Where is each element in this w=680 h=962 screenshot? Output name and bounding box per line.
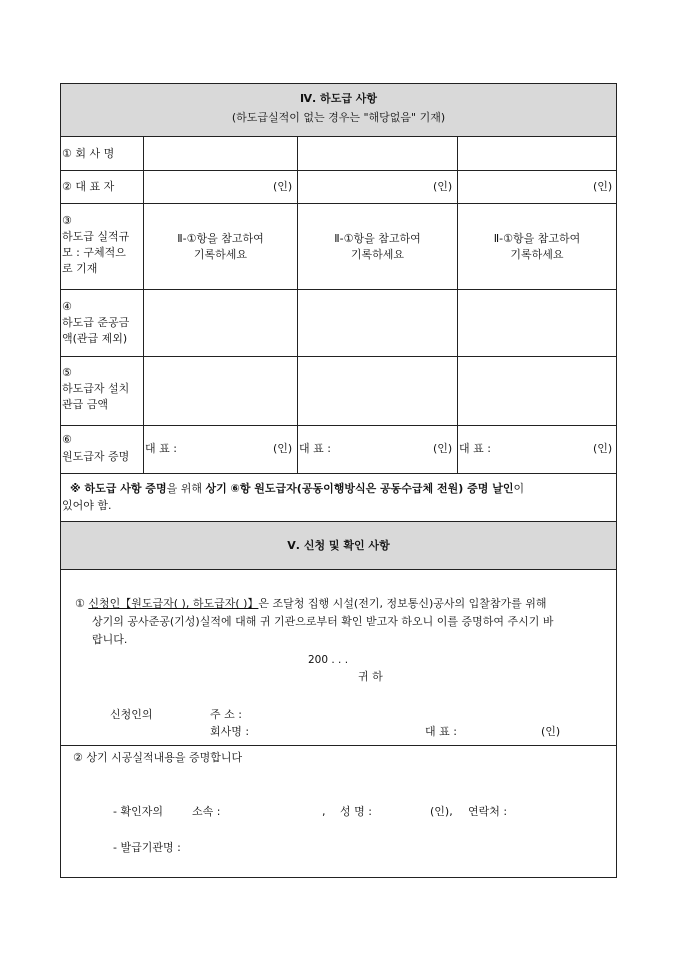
contact-label: 연락처 : — [468, 805, 508, 818]
reference-note: Ⅱ-①항을 참고하여 — [493, 232, 581, 245]
rep-label: 대 표 : — [145, 442, 177, 455]
frame-top — [60, 83, 617, 84]
section5-title: Ⅴ. 신청 및 확인 사항 — [287, 539, 390, 552]
application-statement-line3: 랍니다. — [92, 633, 128, 646]
section4-title: Ⅳ. 하도급 사항 — [299, 92, 378, 105]
frame-bottom — [60, 877, 617, 878]
seal-mark: (인) — [593, 442, 613, 455]
row-label-scale-num: ③ — [62, 214, 72, 227]
applicant-label: 신청인의 — [110, 708, 153, 721]
row-divider — [60, 745, 617, 746]
address-label: 주 소 : — [210, 708, 242, 721]
separator-comma: , — [322, 805, 326, 818]
seal-mark: (인) — [541, 725, 561, 738]
row-divider — [60, 521, 617, 522]
seal-mark: (인), — [430, 805, 453, 818]
seal-mark: (인) — [433, 442, 453, 455]
col-divider — [457, 136, 458, 473]
reference-note: Ⅱ-①항을 참고하여 — [177, 232, 264, 245]
row-label-install: 하도급자 설치 — [62, 382, 130, 395]
reference-note: 기록하세요 — [350, 248, 405, 261]
reference-note: 기록하세요 — [510, 248, 564, 261]
row-divider — [60, 473, 617, 474]
row-divider — [60, 569, 617, 570]
addressee: 귀 하 — [358, 670, 383, 683]
row-label-amount-num: ④ — [62, 300, 72, 313]
application-statement: ① 신청인【원도급자( ), 하도급자( )】은 조달청 집행 시설(전기, 정보통신)공사의 입찰참가를 위해 — [75, 597, 547, 610]
reference-note: Ⅱ-①항을 참고하여 — [334, 232, 421, 245]
issuer-label: - 발급기관명 : — [113, 841, 181, 854]
row-label-scale: 로 기재 — [62, 262, 98, 275]
row-label-rep: ② 대 표 자 — [62, 180, 115, 193]
row-label-amount: 액(관급 제외) — [62, 332, 128, 345]
row-label-install: 관급 금액 — [62, 398, 109, 411]
department-label: 소속 : — [192, 805, 221, 818]
rep-label: 대 표 : — [459, 442, 491, 455]
row-label-install-num: ⑤ — [62, 366, 72, 379]
application-statement-line2: 상기의 공사준공(기성)실적에 대해 귀 기관으로부터 확인 받고자 하오니 이를 증명하여 주시기 바 — [92, 615, 554, 628]
reference-note: 기록하세요 — [193, 248, 248, 261]
seal-mark: (인) — [593, 180, 613, 193]
rep-label: 대 표 : — [299, 442, 331, 455]
date-field: 200 . . . — [308, 654, 349, 666]
certification-statement: ② 상기 시공실적내용을 증명합니다 — [73, 751, 243, 764]
seal-mark: (인) — [273, 180, 293, 193]
rep-label: 대 표 : — [425, 725, 457, 738]
frame-left — [60, 83, 61, 878]
company-name-label: 회사명 : — [210, 725, 250, 738]
col-divider — [297, 136, 298, 473]
row-label-proof-num: ⑥ — [62, 433, 72, 446]
seal-mark: (인) — [433, 180, 453, 193]
row-label-proof: 원도급자 증명 — [62, 450, 130, 463]
seal-mark: (인) — [273, 442, 293, 455]
row-label-company: ① 회 사 명 — [62, 147, 115, 160]
row-label-scale: 하도급 실적규 — [62, 230, 130, 243]
section4-note: ※ 하도급 사항 증명을 위해 상기 ⑥항 원도급자(공동이행방식은 공동수급체 전원) 증명 날인이 — [70, 482, 525, 495]
row-label-scale: 모 : 구체적으 — [62, 246, 126, 259]
name-label: 성 명 : — [340, 805, 372, 818]
confirmer-label: - 확인자의 — [113, 805, 163, 818]
frame-right — [616, 83, 617, 878]
row-label-amount: 하도급 준공금 — [62, 316, 130, 329]
section4-subtitle: (하도급실적이 없는 경우는 "해당없음" 기재) — [231, 111, 446, 124]
col-divider — [143, 136, 144, 473]
section4-note-line2: 있어야 함. — [62, 499, 112, 512]
